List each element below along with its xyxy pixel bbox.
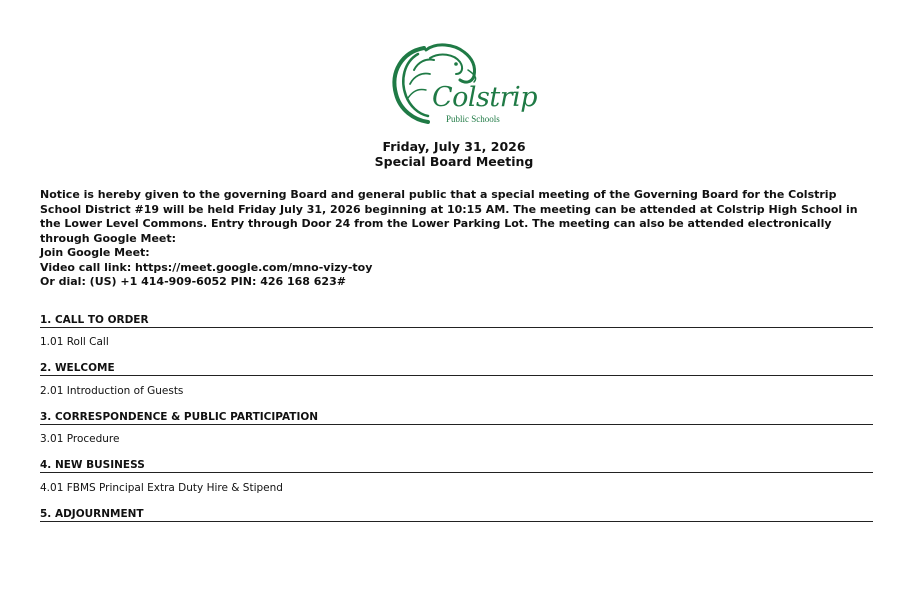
join-google-meet-label: Join Google Meet: (40, 246, 150, 259)
logo-wordmark: Colstrip (432, 82, 538, 113)
meeting-title: Special Board Meeting (374, 154, 534, 169)
video-call-link[interactable]: Video call link: https://meet.google.com/mno-vizy-toy (40, 260, 373, 274)
section-adjournment: 5. ADJOURNMENT (40, 508, 873, 522)
logo-subtitle: Public Schools (446, 114, 500, 124)
meeting-date: Friday, July 31, 2026 (382, 139, 526, 154)
agenda-item-procedure: 3.01 Procedure (40, 433, 120, 445)
section-new-business: 4. NEW BUSINESS (40, 459, 873, 473)
section-correspondence: 3. CORRESPONDENCE & PUBLIC PARTICIPATION (40, 411, 873, 425)
dial-in-info: Or dial: (US) +1 414-909-6052 PIN: 426 168 623# (40, 275, 346, 288)
section-call-to-order: 1. CALL TO ORDER (40, 314, 873, 328)
meeting-notice (40, 188, 875, 290)
agenda-item-principal-hire: 4.01 FBMS Principal Extra Duty Hire & Stipend (40, 482, 283, 494)
notice-body: Notice is hereby given to the governing Board and general public that a special meeting of the Governing Board for the Colstrip School District #19 will be held Friday July 31, 2026 beginning at 10:15 AM. The meeting can be attended at Colstrip High School in the Lower Level Commons. Entry through Door 24 from the Lower Parking Lot. The meeting can also be attended electronically through Google Meet: (40, 188, 858, 245)
section-welcome: 2. WELCOME (40, 362, 873, 376)
agenda-item-roll-call: 1.01 Roll Call (40, 336, 109, 348)
district-logo (384, 40, 538, 130)
agenda-item-introduction-of-guests: 2.01 Introduction of Guests (40, 385, 184, 397)
